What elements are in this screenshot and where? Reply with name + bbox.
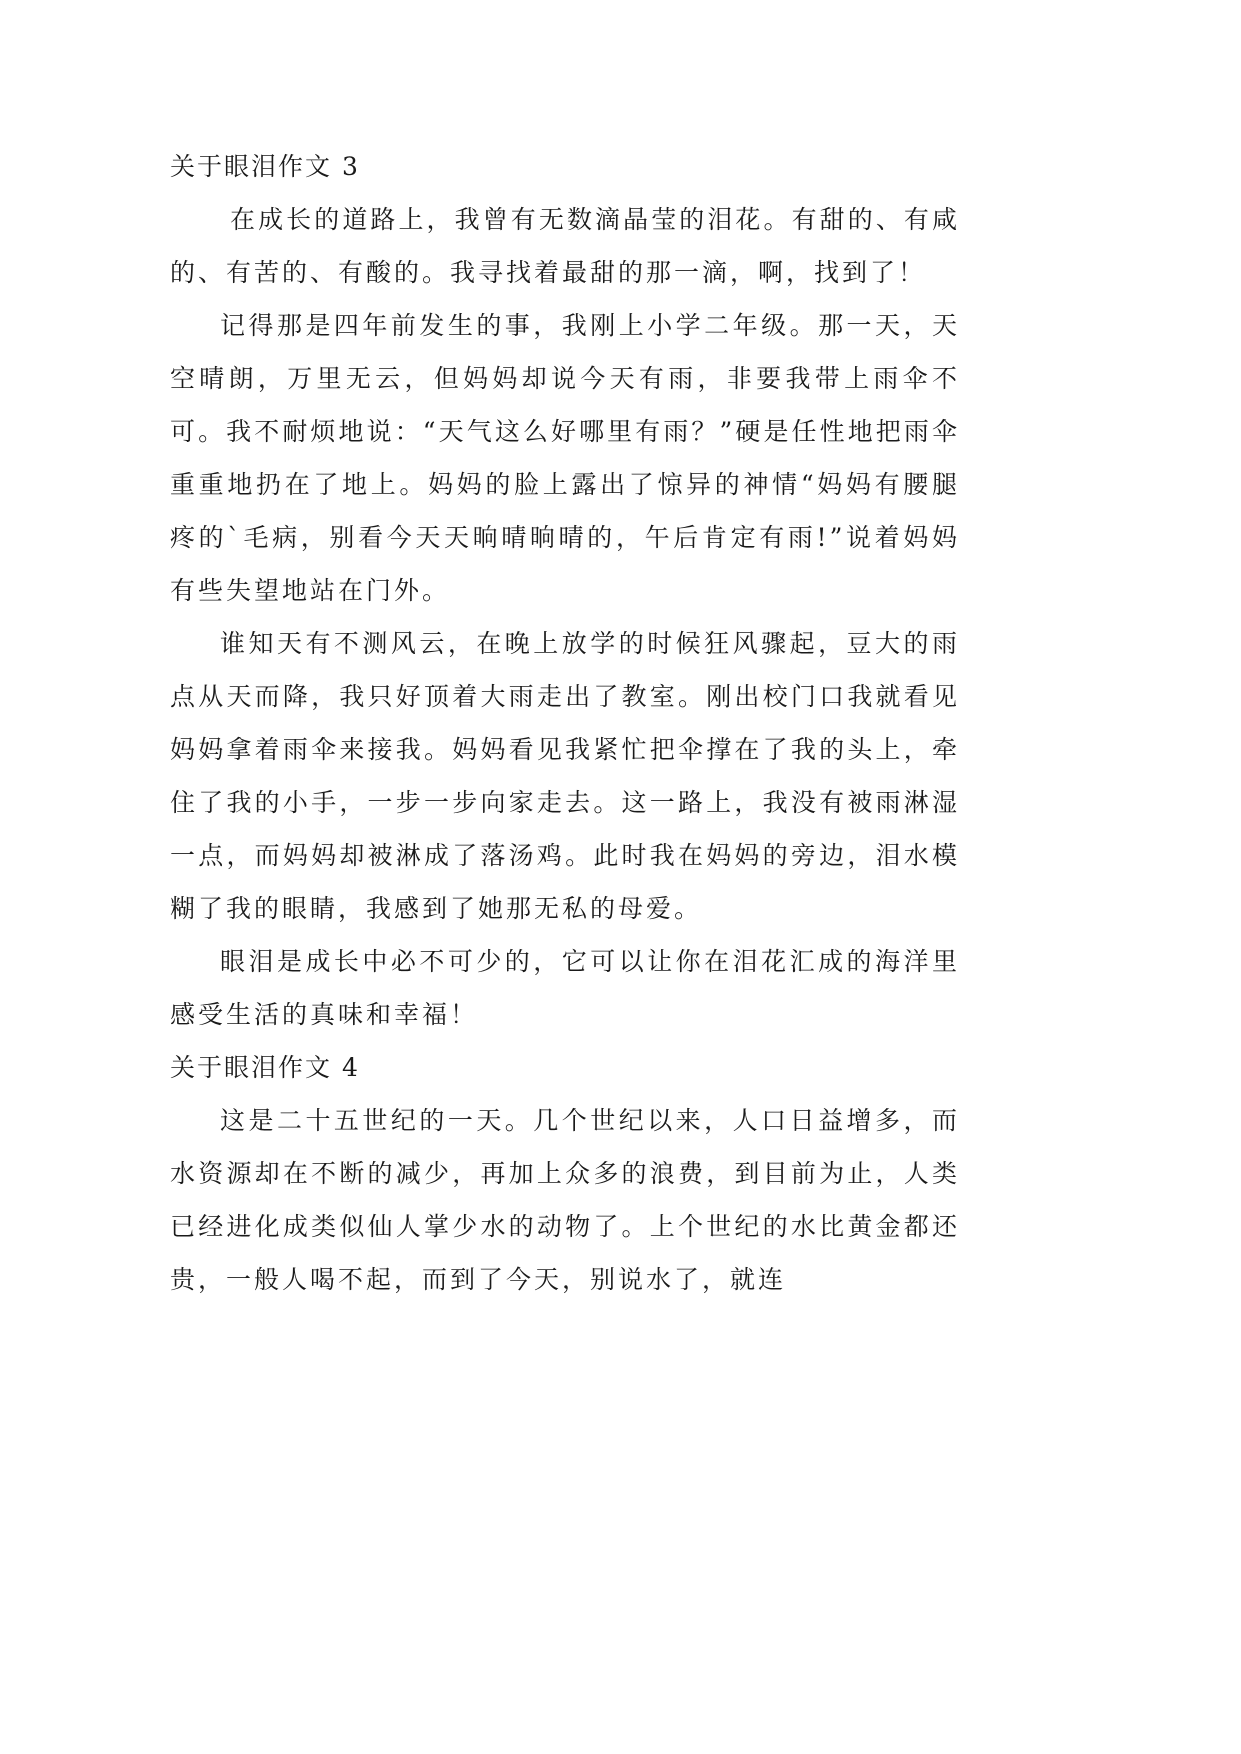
- section-title-4: 关于眼泪作文 4: [170, 1053, 360, 1082]
- paragraph: 在成长的道路上，我曾有无数滴晶莹的泪花。有甜的、有咸的、有苦的、有酸的。我寻找着最甜的那一滴，啊，找到了！: [170, 205, 960, 287]
- paragraph: 眼泪是成长中必不可少的，它可以让你在泪花汇成的海洋里感受生活的真味和幸福！: [170, 947, 960, 1029]
- section-title-3: 关于眼泪作文 3: [170, 152, 360, 181]
- document-body: [170, 140, 960, 1306]
- paragraph: 记得那是四年前发生的事，我刚上小学二年级。那一天，天空晴朗，万里无云，但妈妈却说今天有雨，非要我带上雨伞不可。我不耐烦地说：“天气这么好哪里有雨？”硬是任性地把雨伞重重地扔在了地上。妈妈的脸上露出了惊异的神情“妈妈有腰腿疼的`毛病，别看今天天晌晴晌晴的，午后肯定有雨!”说着妈妈有些失望地站在门外。: [170, 311, 960, 605]
- paragraph: 这是二十五世纪的一天。几个世纪以来，人口日益增多，而水资源却在不断的减少，再加上众多的浪费，到目前为止，人类已经进化成类似仙人掌少水的动物了。上个世纪的水比黄金都还贵，一般人喝不起，而到了今天，别说水了，就连: [170, 1106, 960, 1294]
- paragraph: 谁知天有不测风云，在晚上放学的时候狂风骤起，豆大的雨点从天而降，我只好顶着大雨走出了教室。刚出校门口我就看见妈妈拿着雨伞来接我。妈妈看见我紧忙把伞撑在了我的头上，牵住了我的小手，一步一步向家走去。这一路上，我没有被雨淋湿一点，而妈妈却被淋成了落汤鸡。此时我在妈妈的旁边，泪水模糊了我的眼睛，我感到了她那无私的母爱。: [170, 629, 960, 923]
